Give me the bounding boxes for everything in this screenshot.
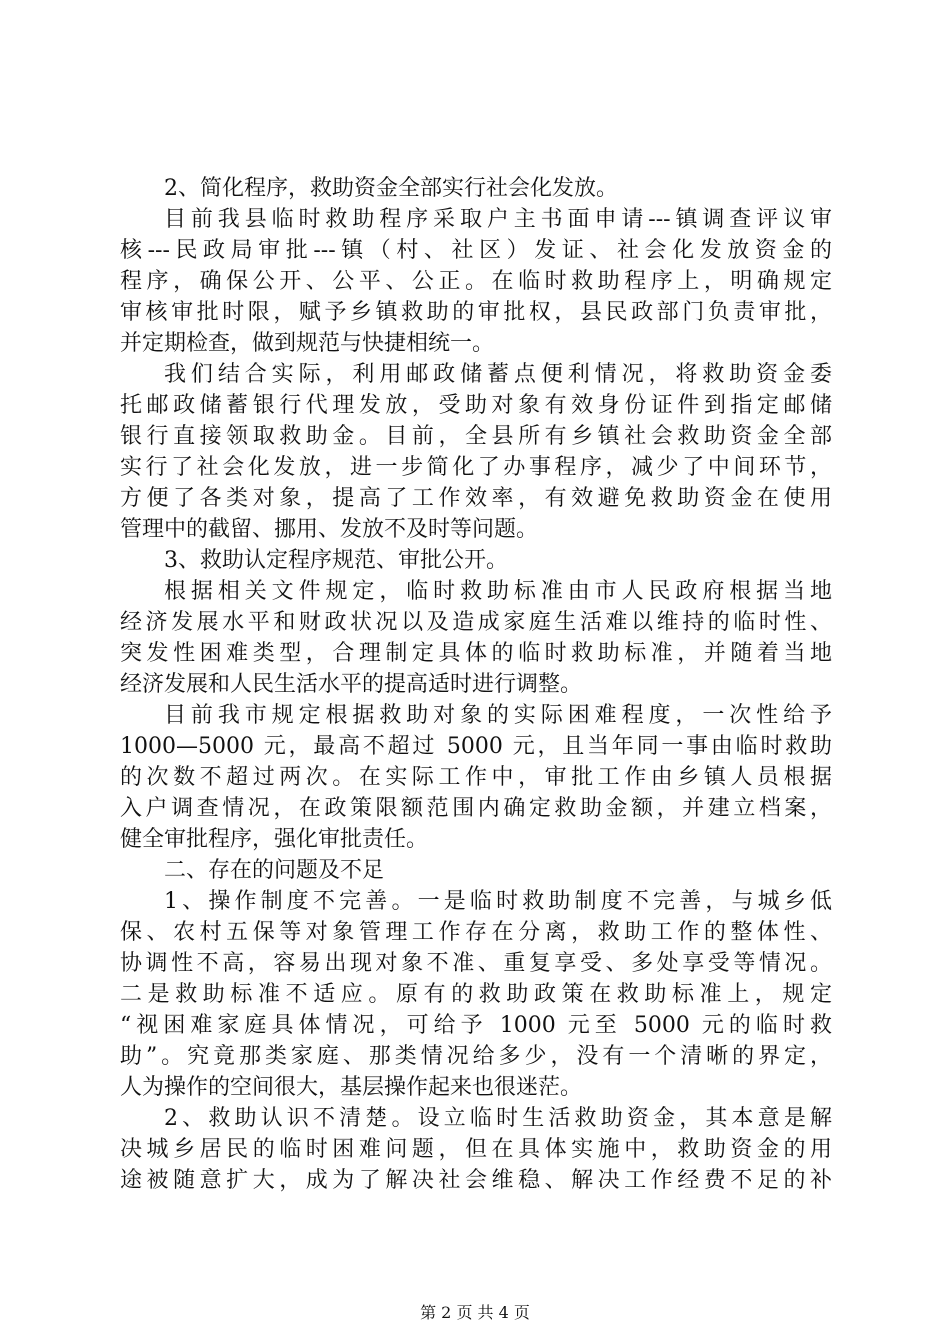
text-line: 审核审批时限，赋予乡镇救助的审批权，县民政部门负责审批， [120, 300, 832, 325]
paragraph [120, 359, 832, 545]
paragraph [120, 1103, 832, 1196]
text-line: 协调性不高，容易出现对象不准、重复享受、多处享受等情况。 [120, 951, 832, 976]
text-line: 人为操作的空间很大，基层操作起来也很迷茫。 [120, 1075, 583, 1100]
text-line: 2、救助认识不清楚。设立临时生活救助资金，其本意是解 [164, 1106, 832, 1131]
paragraph [120, 576, 832, 700]
text-line: 的次数不超过两次。在实际工作中，审批工作由乡镇人员根据 [120, 765, 832, 790]
text-line: 方便了各类对象，提高了工作效率，有效避免救助资金在使用 [120, 486, 832, 511]
text-line: 助”。究竟那类家庭、那类情况给多少，没有一个清晰的界定， [120, 1044, 832, 1069]
page-footer: 第 2 页 共 4 页 [420, 1303, 530, 1322]
text-line: 根据相关文件规定，临时救助标准由市人民政府根据当地 [164, 579, 832, 604]
text-line: 经济发展和人民生活水平的提高适时进行调整。 [120, 672, 583, 697]
text-line: 目前我县临时救助程序采取户主书面申请---镇调查评议审 [164, 207, 832, 232]
text-line: 托邮政储蓄银行代理发放，受助对象有效身份证件到指定邮储 [120, 393, 832, 418]
text-line: “视困难家庭具体情况，可给予 1000 元至 5000 元的临时救 [120, 1013, 832, 1038]
text-line: 实行了社会化发放，进一步简化了办事程序，减少了中间环节， [120, 455, 832, 480]
paragraph [120, 700, 832, 855]
text-line: 决城乡居民的临时困难问题，但在具体实施中，救助资金的用 [120, 1137, 832, 1162]
text-line: 二、存在的问题及不足 [164, 858, 385, 883]
text-line: 目前我市规定根据救助对象的实际困难程度，一次性给予 [164, 703, 832, 728]
text-line: 入户调查情况，在政策限额范围内确定救助金额，并建立档案， [120, 796, 832, 821]
paragraph [120, 886, 832, 1103]
text-line: 经济发展水平和财政状况以及造成家庭生活难以维持的临时性、 [120, 610, 832, 635]
text-line: 核---民政局审批---镇（村、社区）发证、社会化发放资金的 [120, 238, 832, 263]
document-body [120, 173, 832, 1196]
text-line: 2、简化程序，救助资金全部实行社会化发放。 [164, 176, 618, 201]
text-line: 银行直接领取救助金。目前，全县所有乡镇社会救助资金全部 [120, 424, 832, 449]
section-heading [120, 855, 832, 886]
text-line: 二是救助标准不适应。原有的救助政策在救助标准上，规定 [120, 982, 832, 1007]
section-heading [120, 545, 832, 576]
text-line: 1000—5000 元，最高不超过 5000 元，且当年同一事由临时救助 [120, 734, 832, 759]
section-heading [120, 173, 832, 204]
text-line: 并定期检查，做到规范与快捷相统一。 [120, 331, 495, 356]
text-line: 我们结合实际，利用邮政储蓄点便利情况，将救助资金委 [164, 362, 832, 387]
text-line: 1、操作制度不完善。一是临时救助制度不完善，与城乡低 [164, 889, 832, 914]
text-line: 健全审批程序，强化审批责任。 [120, 827, 429, 852]
text-line: 途被随意扩大，成为了解决社会维稳、解决工作经费不足的补 [120, 1168, 832, 1193]
text-line: 程序，确保公开、公平、公正。在临时救助程序上，明确规定 [120, 269, 832, 294]
paragraph [120, 204, 832, 359]
text-line: 3、救助认定程序规范、审批公开。 [164, 548, 508, 573]
text-line: 管理中的截留、挪用、发放不及时等问题。 [120, 517, 539, 542]
text-line: 保、农村五保等对象管理工作存在分离，救助工作的整体性、 [120, 920, 832, 945]
text-line: 突发性困难类型，合理制定具体的临时救助标准，并随着当地 [120, 641, 832, 666]
